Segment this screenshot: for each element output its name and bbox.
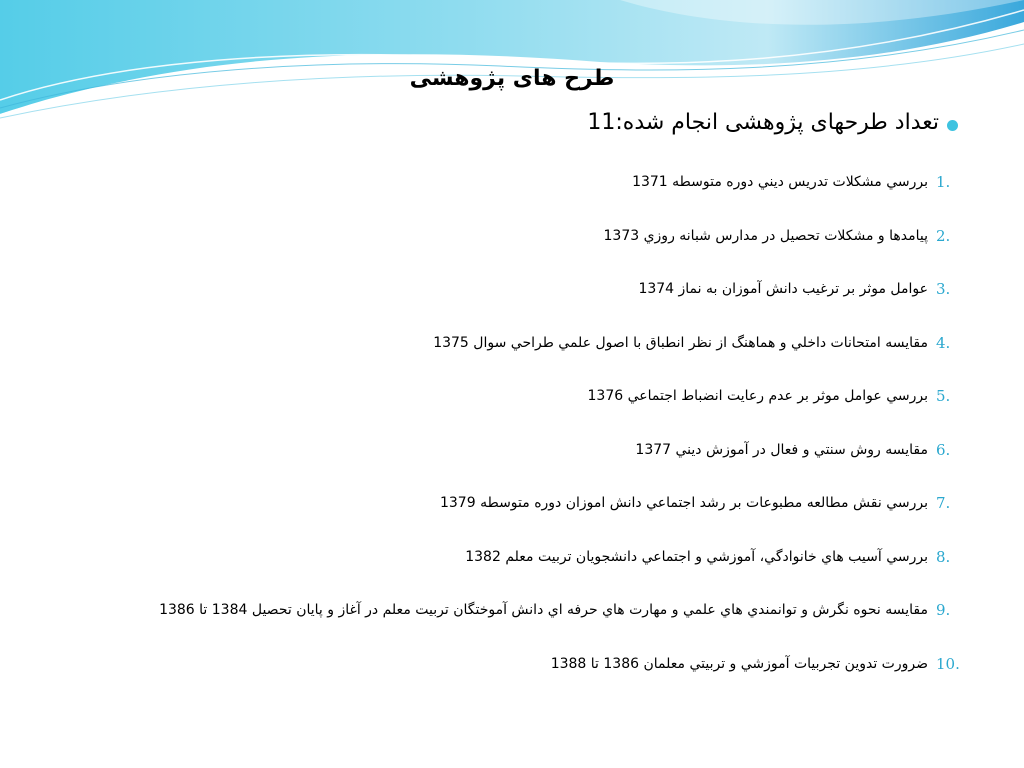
list-item-text: ضرورت تدوين تجربيات آموزشي و تربيتي معلمان 1386 تا 1388 [550,655,928,672]
list-item [64,642,964,696]
list-item-text: بررسي مشكلات تدريس ديني دوره متوسطه 1371 [632,174,928,190]
list-item-number: 3. [936,280,951,298]
list-item-text: مقايسه نحوه نگرش و توانمندي هاي علمي و مهارت هاي حرفه اي دانش آموختگان تربيت معلم در آغاز و پايان تحصيل 1384 تا 1386 [159,602,928,618]
list-item [64,214,964,268]
list-item [64,160,964,214]
list-item-number: 4. [936,333,951,352]
list-item [64,535,964,589]
list-item-number: 10. [936,654,960,673]
list-item-number: 5. [936,387,951,405]
list-item-number: 9. [936,601,951,619]
list-item-number: 2. [936,226,951,245]
list-item-text: مقايسه امتحانات داخلي و هماهنگ از نظر انطباق با اصول علمي طراحي سوال 1375 [433,334,928,351]
list-item [64,374,964,428]
list-item [64,267,964,321]
list-item-text: پيامدها و مشكلات تحصيل در مدارس شبانه روزي 1373 [603,227,928,244]
bullet-icon [947,120,958,131]
list-item-text: مقايسه روش سنتي و فعال در آموزش ديني 1377 [635,441,928,458]
list-item-number: 6. [936,440,951,459]
list-item-number: 7. [936,494,951,512]
list-item-number: 1. [936,173,951,191]
list-item [64,321,964,375]
slide-title: طرح های پژوهشی [409,66,615,91]
list-item [64,588,964,642]
list-item-text: بررسي نقش مطالعه مطبوعات بر رشد اجتماعي دانش اموزان دوره متوسطه 1379 [439,495,928,511]
list-item-text: بررسي عوامل موثر بر عدم رعايت انضباط اجتماعي 1376 [587,388,928,404]
projects-count-heading: تعداد طرحهای پژوهشی انجام شده:11 [587,110,939,135]
list-item [64,481,964,535]
list-item-number: 8. [936,547,951,566]
list-item-text: بررسي آسيب هاي خانوادگي، آموزشي و اجتماعي دانشجويان تربيت معلم 1382 [465,548,928,565]
research-project-list [64,160,964,695]
list-item [64,428,964,482]
list-item-text: عوامل موثر بر ترغيب دانش آموزان به نماز 1374 [638,281,928,297]
